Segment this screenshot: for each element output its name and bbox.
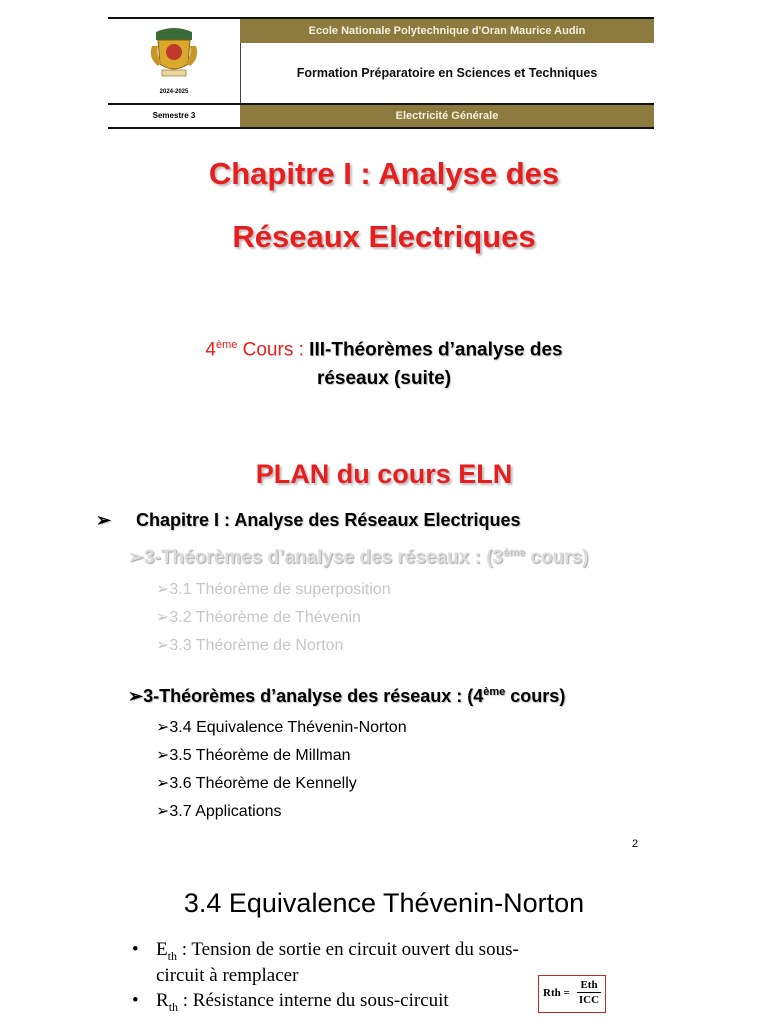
section-cur-tail: cours): [505, 686, 566, 706]
eth-description: : Tension de sortie en circuit ouvert du sous-: [176, 939, 519, 960]
section-prev-sup: ème: [502, 546, 526, 559]
header-bottom-rule: [108, 127, 654, 129]
section-title: 3.4 Equivalence Thévenin-Norton: [183, 888, 585, 918]
plan-section-previous: [128, 546, 588, 569]
lecture-number: 4: [205, 339, 216, 361]
plan-prev-item: [156, 635, 343, 655]
lecture-word: Cours :: [237, 339, 310, 361]
bullet-eth: [132, 940, 519, 985]
plan-current-item-label: 3.5 Théorème de Millman: [169, 747, 351, 764]
plan-chapter-item: [96, 510, 521, 531]
plan-current-item: [156, 717, 407, 737]
plan-current-item-label: 3.6 Théorème de Kennelly: [169, 775, 357, 792]
plan-title: PLAN du cours ELN: [255, 459, 513, 489]
section-cur-text: 3-Théorèmes d’analyse des réseaux : (4: [143, 686, 484, 706]
formula-lhs: Rth =: [543, 987, 570, 999]
chapter-title-line2: Réseaux Electriques: [232, 219, 536, 254]
plan-chapter-label: Chapitre I : Analyse des Réseaux Electriques: [136, 510, 521, 530]
plan-section-current: [128, 686, 565, 707]
bullet-dot-icon: •: [132, 990, 139, 1011]
lecture-topic-line2: réseaux (suite): [316, 368, 452, 390]
arrow-bullet-icon: ➢: [156, 719, 170, 736]
section-prev-text: 3-Théorèmes d’analyse des réseaux : (3: [143, 547, 503, 568]
eth-symbol: E: [156, 939, 168, 960]
rth-symbol: R: [156, 990, 169, 1011]
bullet-dot-icon: •: [132, 939, 139, 960]
chapter-title-line1: Chapitre I : Analyse des: [208, 156, 560, 191]
school-name-band: Ecole Nationale Polytechnique d'Oran Maurice Audin: [240, 19, 654, 43]
page-number: 2: [632, 838, 639, 850]
plan-prev-item-label: 3.3 Théorème de Norton: [169, 637, 344, 654]
school-emblem-icon: [148, 26, 200, 80]
lecture-topic-line1: III-Théorèmes d’analyse des: [309, 339, 563, 361]
plan-current-item: [156, 801, 281, 821]
lecture-number-sup: ème: [215, 339, 238, 351]
section-cur-sup: ème: [483, 686, 506, 698]
section-prev-tail: cours): [525, 547, 589, 568]
arrow-bullet-icon: ➢: [156, 747, 170, 764]
arrow-bullet-icon: ➢: [128, 686, 144, 706]
rth-subscript: th: [168, 999, 179, 1014]
rth-description: : Résistance interne du sous-circuit: [178, 990, 449, 1011]
arrow-bullet-icon: ➢: [156, 637, 170, 654]
plan-current-item-label: 3.7 Applications: [169, 803, 282, 820]
arrow-bullet-icon: ➢: [96, 510, 112, 530]
course-name-band: Electricité Générale: [240, 105, 654, 127]
formula-numerator: Eth: [580, 979, 598, 991]
plan-current-item: [156, 773, 357, 793]
academic-year: 2024-2025: [159, 89, 189, 95]
document-header: [108, 17, 654, 129]
bullet-rth: [132, 991, 449, 1017]
formula-fraction: [577, 979, 601, 1006]
formula-denominator: ICC: [578, 994, 600, 1006]
rth-formula-box: [538, 975, 606, 1013]
plan-prev-item-label: 3.2 Théorème de Thévenin: [169, 609, 361, 626]
semester-label: Semestre 3: [108, 105, 241, 127]
arrow-bullet-icon: ➢: [156, 609, 170, 626]
arrow-bullet-icon: ➢: [128, 547, 144, 568]
arrow-bullet-icon: ➢: [156, 803, 170, 820]
eth-description-cont: circuit à remplacer: [156, 964, 299, 986]
school-logo-cell: [108, 19, 241, 103]
arrow-bullet-icon: ➢: [156, 581, 170, 598]
eth-subscript: th: [167, 948, 177, 963]
plan-current-item: [156, 745, 351, 765]
formation-title: Formation Préparatoire en Sciences et Techniques: [296, 66, 598, 80]
plan-current-item-label: 3.4 Equivalence Thévenin-Norton: [169, 719, 407, 736]
arrow-bullet-icon: ➢: [156, 775, 170, 792]
plan-prev-item: [156, 607, 361, 627]
plan-prev-item-label: 3.1 Théorème de superposition: [169, 581, 391, 598]
lecture-subtitle: [0, 331, 768, 393]
fraction-bar: [577, 992, 601, 993]
plan-prev-item: [156, 579, 391, 599]
